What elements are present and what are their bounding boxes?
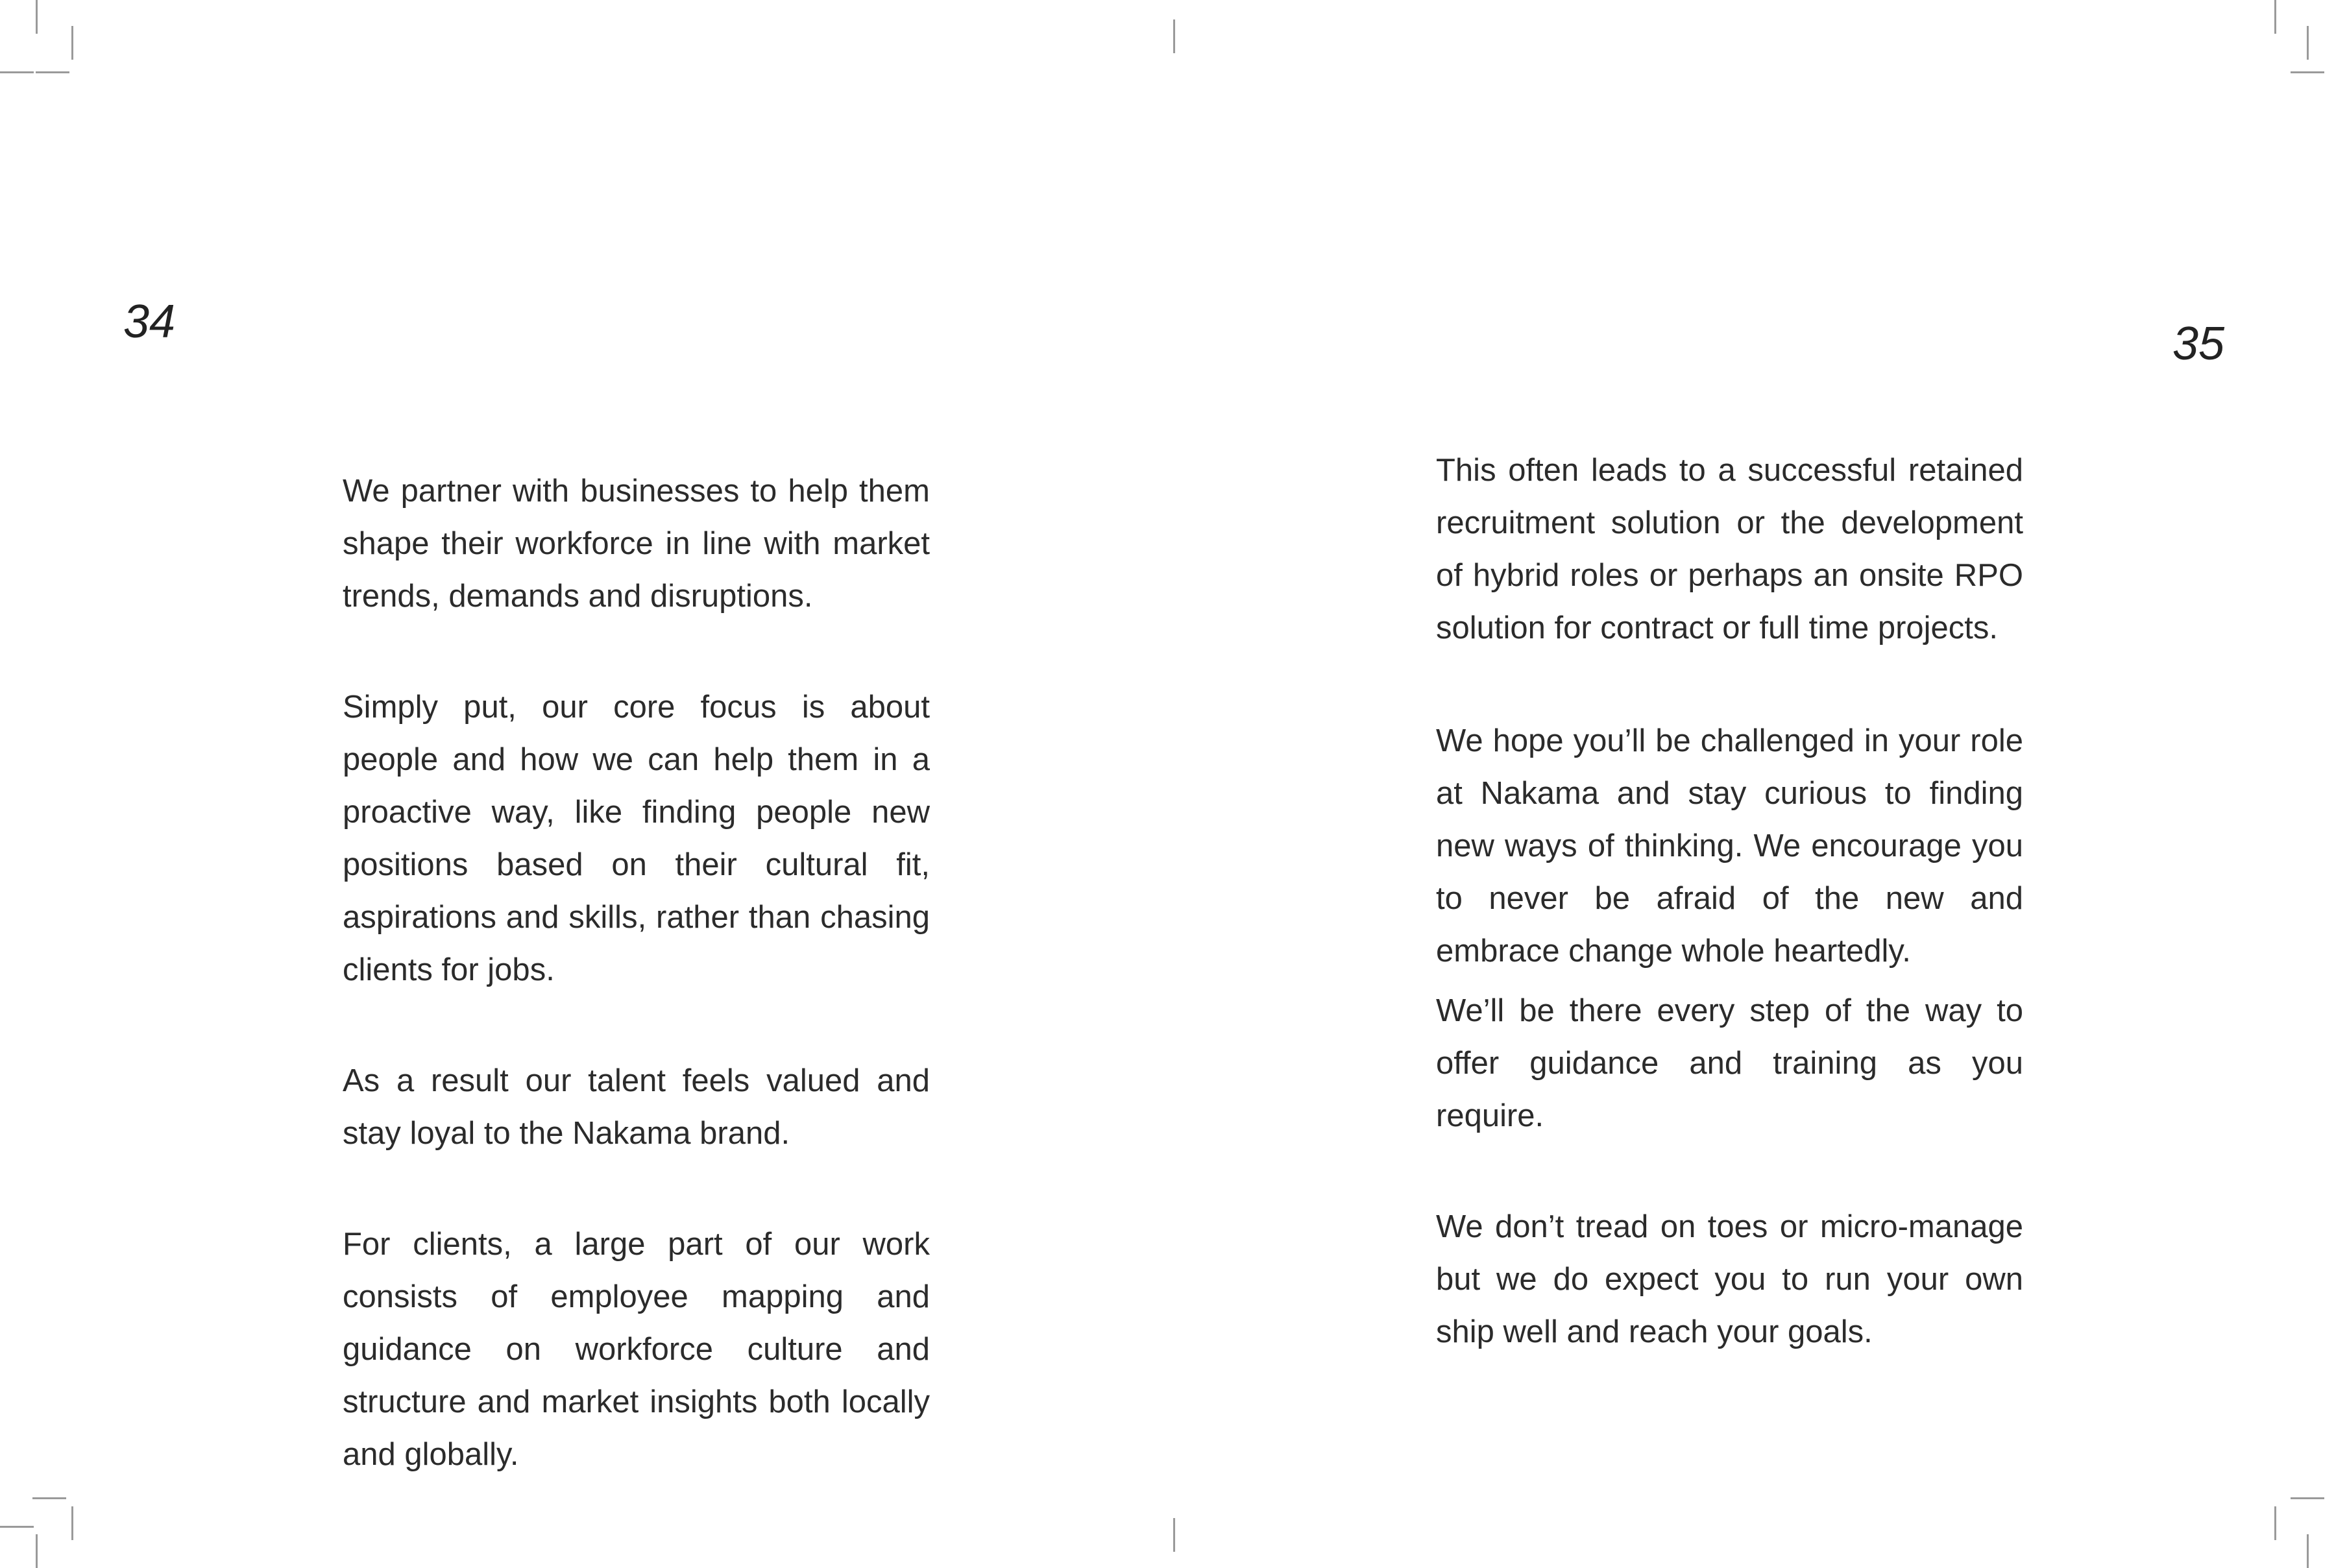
- paragraph: As a result our talent feels valued and stay loyal to the Nakama brand.: [343, 1063, 930, 1151]
- crop-mark: [71, 26, 73, 60]
- crop-mark: [1173, 1518, 1175, 1552]
- page-number-left: 34: [123, 296, 176, 348]
- paragraph: We hope you’ll be challenged in your role at Nakama and stay curious to finding new ways of thinking. We encourage you to never be afraid of the new and embrace change whole heartedly.: [1436, 723, 2023, 969]
- crop-mark: [2307, 26, 2309, 60]
- paragraph: We don’t tread on toes or micro-manage but we do expect you to run your own ship well and reach your goals.: [1436, 1209, 2023, 1349]
- page-number-right: 35: [2172, 318, 2225, 370]
- crop-mark: [0, 1526, 34, 1528]
- paragraph: For clients, a large part of our work consists of employee mapping and guidance on workforce culture and structure and market insights both locally and globally.: [343, 1227, 930, 1472]
- crop-mark: [2274, 0, 2276, 34]
- paragraph: Simply put, our core focus is about people and how we can help them in a proactive way, like finding people new positions based on their cultural fit, aspirations and skills, rather than chasing clients for jobs.: [343, 690, 930, 987]
- left-page-body: [343, 465, 930, 1481]
- crop-mark: [2274, 1506, 2276, 1540]
- crop-mark: [2291, 71, 2324, 73]
- paragraph: We’ll be there every step of the way to offer guidance and training as you require.: [1436, 993, 2023, 1133]
- crop-mark: [36, 0, 38, 34]
- crop-mark: [32, 1497, 66, 1499]
- crop-mark: [2291, 1497, 2324, 1499]
- right-page-body: [1436, 444, 2023, 1358]
- paragraph: This often leads to a successful retained recruitment solution or the development of hybrid roles or perhaps an onsite RPO solution for contract or full time projects.: [1436, 453, 2023, 645]
- crop-mark: [1173, 19, 1175, 53]
- crop-mark: [36, 71, 69, 73]
- crop-mark: [36, 1534, 38, 1568]
- crop-mark: [2307, 1534, 2309, 1568]
- paragraph: We partner with businesses to help them shape their workforce in line with market trends, demands and disruptions.: [343, 474, 930, 614]
- crop-mark: [71, 1506, 73, 1540]
- crop-mark: [0, 71, 34, 73]
